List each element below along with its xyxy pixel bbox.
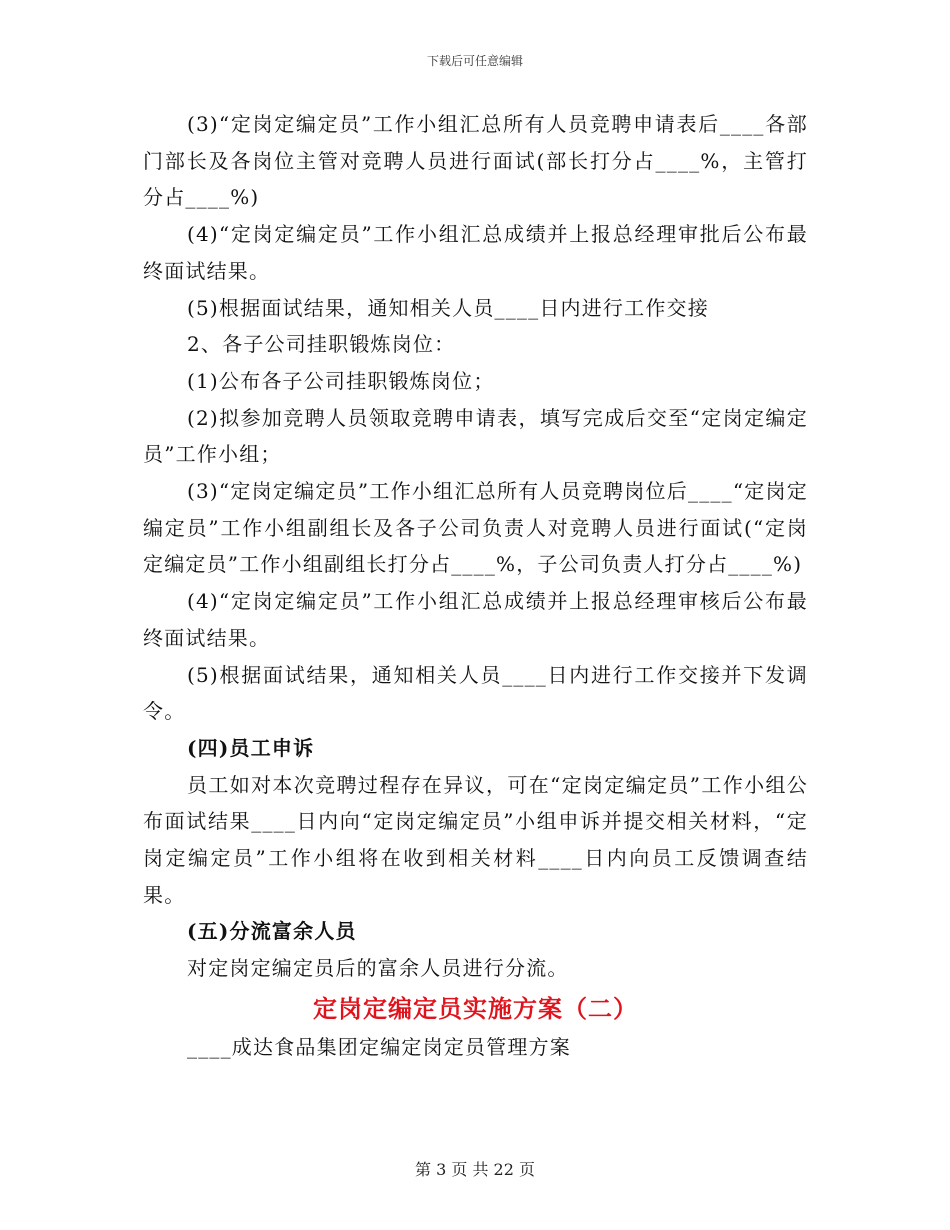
paragraph: 员工如对本次竞聘过程存在异议，可在“定岗定编定员”工作小组公布面试结果____日内向“定岗定编定员”小组申诉并提交相关材料，“定岗定编定员”工作小组将在收到相关材料____日内向员工反馈调查结果。	[143, 772, 808, 907]
page-header: 下载后可任意编辑	[426, 54, 523, 68]
document-body	[143, 106, 808, 1066]
section-heading-redistribution: (五)分流富余人员	[187, 919, 357, 944]
paragraph: (4)“定岗定编定员”工作小组汇总成绩并上报总经理审核后公布最终面试结果。	[143, 589, 808, 650]
page-footer: 第 3 页 共 22 页	[415, 1160, 535, 1179]
document-subtitle: ____成达食品集团定编定岗定员管理方案	[187, 1034, 571, 1059]
paragraph: (5)根据面试结果，通知相关人员____日内进行工作交接并下发调令。	[143, 662, 808, 724]
paragraph: (3)“定岗定编定员”工作小组汇总所有人员竞聘申请表后____各部门部长及各岗位主管对竞聘人员进行面试(部长打分占____%，主管打分占____%)	[143, 112, 808, 210]
paragraph: 2、各子公司挂职锻炼岗位：	[187, 332, 456, 357]
section-heading-appeal: (四)员工申诉	[187, 735, 315, 760]
paragraph: (5)根据面试结果，通知相关人员____日内进行工作交接	[187, 295, 709, 320]
paragraph: (3)“定岗定编定员”工作小组汇总所有人员竞聘岗位后____“定岗定编定员”工作小组副组长及各子公司负责人对竞聘人员进行面试(“定岗定编定员”工作小组副组长打分占____%，子公司负责人打分占____%)	[143, 479, 808, 577]
paragraph: (2)拟参加竞聘人员领取竞聘申请表，填写完成后交至“定岗定编定员”工作小组；	[143, 405, 808, 467]
paragraph: (4)“定岗定编定员”工作小组汇总成绩并上报总经理审批后公布最终面试结果。	[143, 222, 808, 283]
paragraph: 对定岗定编定员后的富余人员进行分流。	[187, 956, 569, 981]
paragraph: (1)公布各子公司挂职锻炼岗位；	[187, 368, 495, 393]
document-title: 定岗定编定员实施方案（二）	[313, 993, 638, 1023]
